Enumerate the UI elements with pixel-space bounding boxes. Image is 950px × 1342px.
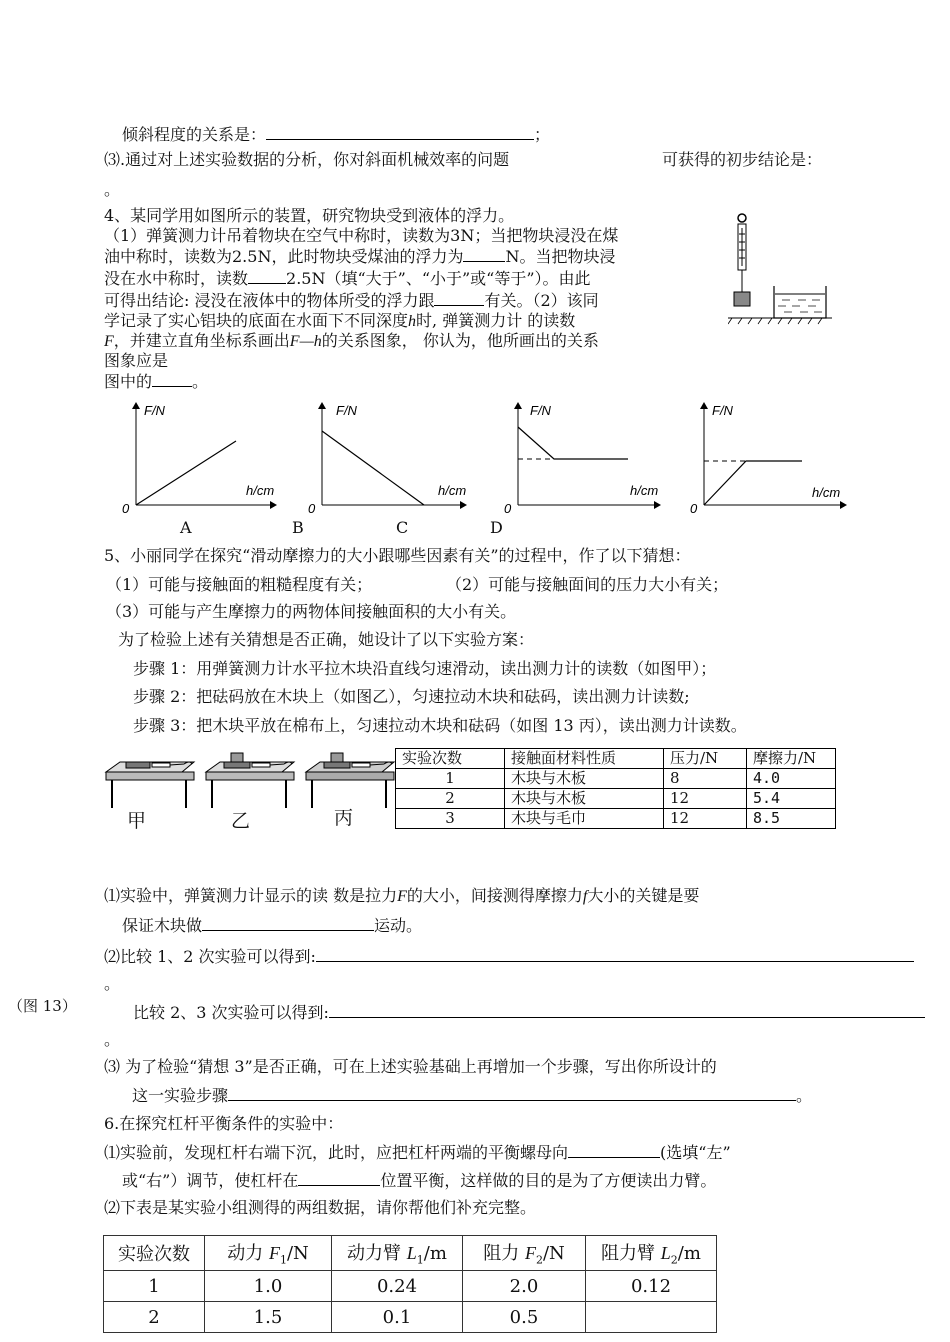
q5-blank-compare-23[interactable] — [329, 1002, 925, 1018]
table-row: 1 1.0 0.24 2.0 0.12 — [104, 1271, 717, 1302]
th-trial: 实验次数 — [396, 749, 505, 769]
q5-guess-2: （2）可能与接触面间的压力大小有关； — [446, 575, 729, 594]
q5-blank-compare-12[interactable] — [316, 946, 914, 962]
fig-label-yi: 乙 — [231, 810, 251, 832]
friction-setup-illustration — [104, 748, 396, 812]
q5-part3-line: 比较 2、3 次实验可以得到: — [133, 1002, 925, 1023]
q6-line-3: ⑵下表是某实验小组测得的两组数据，请你帮他们补充完整。 — [104, 1198, 537, 1217]
q4-line-1: （1）弹簧测力计吊着物块在空气中称时，读数为3N；当把物块浸没在煤 — [104, 226, 619, 245]
table-row: 2 木块与木板 12 5.4 — [396, 789, 836, 809]
th-pressure: 压力/N — [664, 749, 747, 769]
q4-line-2: 油中称时，读数为2.5N，此时物块受煤油的浮力为 N。当把物块浸 — [104, 247, 616, 266]
table-row: 2 1.5 0.1 0.5 — [104, 1302, 717, 1333]
answer-cell[interactable] — [586, 1302, 717, 1333]
q5-guess-3: （3）可能与产生摩擦力的两物体间接触面积的大小有关。 — [106, 602, 517, 621]
q5-blank-step[interactable] — [228, 1085, 796, 1101]
q3-line-b: ⑶.通过对上述实验数据的分析，你对斜面机械效率的问题 — [104, 150, 510, 169]
f-h-graphs — [100, 395, 870, 535]
q5-title: 5、小丽同学在探究“滑动摩擦力的大小跟哪些因素有关”的过程中，作了以下猜想： — [104, 546, 691, 565]
graph-b — [308, 403, 466, 516]
graph-c-origin: 0 — [504, 501, 512, 516]
q4-blank-buoyancy[interactable] — [463, 246, 505, 262]
fig-label-bing: 丙 — [334, 807, 354, 829]
q6-line-2: 或“右”）调节，使杠杆在 位置平衡，这样做的目的是为了方便读出力臂。 — [122, 1171, 717, 1190]
q6-title: 6.在探究杠杆平衡条件的实验中： — [104, 1114, 344, 1133]
q4-line-3: 没在水中称时，读数 2.5N（填“大于”、“小于”或“等于”）。由此 — [104, 269, 591, 288]
graph-a-xlabel: h/cm — [246, 483, 275, 498]
q5-part3-end: 。 — [104, 1030, 121, 1049]
table-header-row — [396, 749, 836, 769]
fig-label-jia: 甲 — [127, 810, 147, 832]
graph-a — [122, 403, 276, 516]
graph-label-d: D — [490, 518, 503, 537]
graph-c — [504, 403, 660, 516]
graph-d-origin: 0 — [690, 501, 698, 516]
setup-bing — [306, 753, 394, 808]
setup-yi — [206, 753, 294, 808]
q4-blank-graph[interactable] — [152, 371, 192, 387]
th-force1: 动力 $F_1/N$ — [205, 1236, 332, 1271]
q4-line-7: 图象应是 — [104, 351, 169, 370]
graph-b-origin: 0 — [308, 501, 316, 516]
q3-blank-1[interactable] — [266, 124, 534, 140]
graph-d-line — [704, 461, 802, 505]
graph-a-ylabel: F/N — [144, 403, 165, 418]
graph-d-ylabel: F/N — [712, 403, 733, 418]
graph-b-xlabel: h/cm — [438, 483, 467, 498]
fig-13-label: （图 13） — [8, 997, 77, 1015]
q5-intro: 为了检验上述有关猜想是否正确，她设计了以下实验方案： — [118, 630, 535, 649]
th-arm1: 动力臂 $L_1/m$ — [332, 1236, 463, 1271]
q5-step-3: 步骤 3：把木块平放在棉布上，匀速拉动木块和砝码（如图 13 丙），读出测力计读数。 — [133, 716, 747, 735]
spring-scale-apparatus-illustration — [728, 210, 838, 338]
q4-line-5: 学记录了实心铝块的底面在水面下不同深度h时, 弹簧测力计 的读数 — [104, 311, 576, 330]
th-surface: 接触面材料性质 — [505, 749, 664, 769]
q3-line-c: 。 — [104, 180, 121, 199]
q6-line-1: ⑴实验前，发现杠杆右端下沉，此时，应把杠杆两端的平衡螺母向 (选填“左” — [104, 1143, 731, 1162]
graph-label-a: A — [180, 518, 192, 537]
q4-blank-factor[interactable] — [434, 290, 484, 306]
friction-data-table — [395, 748, 836, 829]
q5-part4-line1: ⑶ 为了检验“猜想 3”是否正确，可在上述实验基础上再增加一个步骤，写出你所设计的 — [104, 1057, 717, 1076]
th-trial: 实验次数 — [104, 1236, 205, 1271]
lever-data-table — [103, 1235, 717, 1333]
graph-c-line — [518, 427, 628, 459]
q5-guess-1: （1）可能与接触面的粗糙程度有关； — [106, 575, 373, 594]
q5-part2-line: ⑵比较 1、2 次实验可以得到: — [104, 946, 914, 967]
graph-c-ylabel: F/N — [530, 403, 551, 418]
graph-label-b: B — [292, 518, 304, 537]
graph-d — [690, 403, 846, 516]
graph-c-xlabel: h/cm — [630, 483, 659, 498]
q5-part1-line1: ⑴实验中，弹簧测力计显示的读 数是拉力F的大小，间接测得摩擦力f大小的关键是要 — [104, 886, 700, 905]
q6-blank-position[interactable] — [298, 1170, 380, 1186]
table-row: 3 木块与毛巾 12 8.5 — [396, 809, 836, 829]
th-arm2: 阻力臂 $L_2/m$ — [586, 1236, 717, 1271]
th-force2: 阻力 $F_2/N$ — [463, 1236, 586, 1271]
graph-a-line — [136, 441, 236, 505]
graph-d-xlabel: h/cm — [812, 485, 841, 500]
graph-label-c: C — [396, 518, 409, 537]
graph-b-ylabel: F/N — [336, 403, 357, 418]
q4-line-8: 图中的 。 — [104, 372, 209, 391]
table-row: 1 木块与木板 8 4.0 — [396, 769, 836, 789]
q3-line-b-end: 可获得的初步结论是： — [662, 150, 823, 169]
graph-a-origin: 0 — [122, 501, 130, 516]
th-friction: 摩擦力/N — [747, 749, 836, 769]
q4-blank-compare[interactable] — [248, 268, 286, 284]
q4-line-4: 可得出结论: 浸没在液体中的物体所受的浮力跟 有关。（2）该同 — [104, 291, 599, 310]
q5-part4-line2: 这一实验步骤 。 — [132, 1086, 813, 1105]
q4-title: 4、某同学用如图所示的装置，研究物块受到液体的浮力。 — [104, 206, 515, 225]
q3-line-a: 倾斜程度的关系是： ； — [122, 125, 551, 144]
table-header-row — [104, 1236, 717, 1271]
q4-line-6: F，并建立直角坐标系画出F—h的关系图象， 你认为，他所画出的关系 — [104, 331, 599, 350]
q5-blank-motion[interactable] — [202, 915, 374, 931]
setup-jia — [106, 762, 194, 808]
q5-step-1: 步骤 1：用弹簧测力计水平拉木块沿直线匀速滑动，读出测力计的读数（如图甲）； — [133, 659, 717, 678]
q5-part2-end: 。 — [104, 974, 121, 993]
graph-b-line — [322, 431, 424, 505]
q6-blank-direction[interactable] — [568, 1142, 660, 1158]
q5-step-2: 步骤 2：把砝码放在木块上（如图乙），匀速拉动木块和砝码，读出测力计读数; — [133, 687, 690, 706]
q5-part1-line2: 保证木块做 运动。 — [122, 916, 423, 935]
